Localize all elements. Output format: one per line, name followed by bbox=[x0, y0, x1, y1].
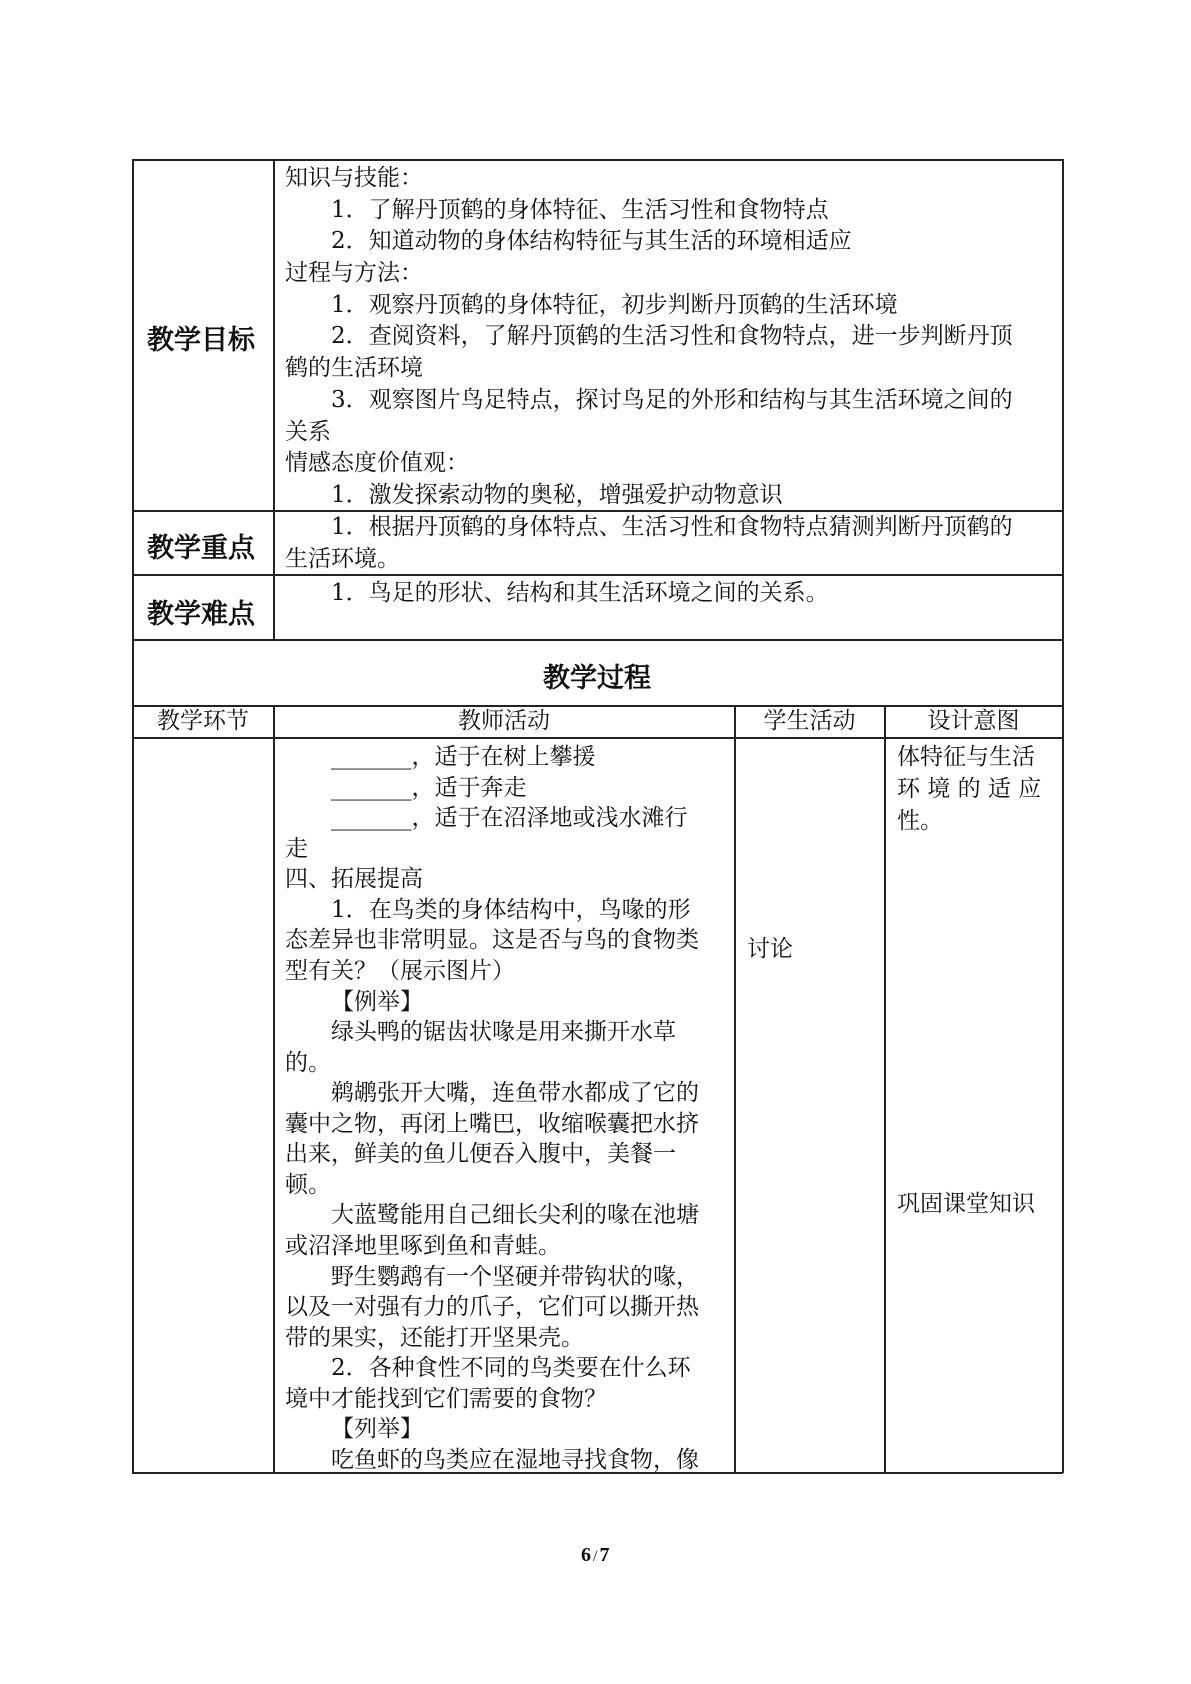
process-title: 教学过程 bbox=[543, 663, 651, 694]
design-intent-line: 体特征与生活 bbox=[897, 744, 1035, 770]
teacher-line: 境中才能找到它们需要的食物？ bbox=[285, 1386, 607, 1412]
teacher-line: 吃鱼虾的鸟类应在湿地寻找食物，像 bbox=[331, 1447, 699, 1473]
teacher-line: 的。 bbox=[285, 1050, 331, 1076]
teacher-line: _______，适于在树上攀援 bbox=[331, 744, 596, 770]
difficulties-label: 教学难点 bbox=[147, 599, 255, 630]
objectives-line: 知识与技能： bbox=[285, 165, 423, 191]
table-right-border bbox=[1062, 159, 1064, 1473]
teacher-line: 型有关？（展示图片） bbox=[285, 958, 515, 984]
row-divider-difficulties bbox=[132, 639, 1063, 641]
difficulties-line: 1．鸟足的形状、结构和其生活环境之间的关系。 bbox=[331, 580, 829, 606]
teacher-line: 【列举】 bbox=[331, 1416, 423, 1442]
teacher-line: 1．在鸟类的身体结构中，鸟喙的形 bbox=[331, 897, 691, 923]
design-intent-line: 环 境 的 适 应 bbox=[897, 776, 1042, 802]
teacher-line: 顿。 bbox=[285, 1172, 331, 1198]
teacher-line: _______，适于奔走 bbox=[331, 775, 527, 801]
objectives-line: 1．观察丹顶鹤的身体特征，初步判断丹顶鹤的生活环境 bbox=[331, 292, 898, 318]
objectives-line: 1．了解丹顶鹤的身体特征、生活习性和食物特点 bbox=[331, 197, 829, 223]
teacher-line: 出来，鲜美的鱼儿便吞入腹中，美餐一 bbox=[285, 1141, 676, 1167]
objectives-line: 鹤的生活环境 bbox=[285, 355, 423, 381]
design-intent-line: 性。 bbox=[897, 808, 943, 834]
teacher-line: 囊中之物，再闭上嘴巴，收缩喉囊把水挤 bbox=[285, 1111, 699, 1137]
teacher-line: 大蓝鹭能用自己细长尖利的喙在池塘 bbox=[331, 1202, 699, 1228]
objectives-line: 关系 bbox=[285, 419, 331, 445]
label-column-divider-top bbox=[273, 159, 275, 640]
teacher-line: 或沼泽地里啄到鱼和青蛙。 bbox=[285, 1233, 561, 1259]
key-points-line: 1．根据丹顶鹤的身体特点、生活习性和食物特点猜测判断丹顶鹤的 bbox=[331, 514, 1013, 540]
page-total: 7 bbox=[599, 1544, 610, 1566]
objectives-line: 情感态度价值观： bbox=[285, 450, 469, 476]
teacher-line: 以及一对强有力的爪子，它们可以撕开热 bbox=[285, 1294, 699, 1320]
row-divider-keypoints bbox=[132, 574, 1063, 576]
col-divider-3 bbox=[884, 705, 886, 1473]
header-teacher-activity: 教师活动 bbox=[458, 708, 550, 734]
page-number bbox=[581, 1544, 609, 1567]
header-student-activity: 学生活动 bbox=[763, 708, 856, 734]
table-top-border bbox=[132, 159, 1063, 161]
header-design-intent: 设计意图 bbox=[927, 708, 1020, 734]
header-stage: 教学环节 bbox=[157, 708, 249, 734]
objectives-line: 2．查阅资料，了解丹顶鹤的生活习性和食物特点，进一步判断丹顶 bbox=[331, 323, 1013, 349]
page-current: 6 bbox=[581, 1544, 591, 1566]
teacher-line: 态差异也非常明显。这是否与鸟的食物类 bbox=[285, 927, 699, 953]
teacher-line: _______，适于在沼泽地或浅水滩行 bbox=[331, 805, 688, 831]
row-divider-headers bbox=[132, 737, 1063, 739]
design-intent-line: 巩固课堂知识 bbox=[897, 1191, 1035, 1217]
objectives-line: 2．知道动物的身体结构特征与其生活的环境相适应 bbox=[331, 228, 852, 254]
teacher-line: 走 bbox=[285, 836, 308, 862]
student-activity-line: 讨论 bbox=[747, 936, 793, 962]
teacher-line: 带的果实，还能打开坚果壳。 bbox=[285, 1325, 584, 1351]
col-divider-2 bbox=[734, 705, 736, 1473]
col-divider-1 bbox=[273, 705, 275, 1473]
teacher-line: 四、拓展提高 bbox=[285, 866, 423, 892]
teacher-line: 绿头鸭的锯齿状喙是用来撕开水草 bbox=[331, 1019, 676, 1045]
key-points-label: 教学重点 bbox=[147, 533, 255, 564]
key-points-line: 生活环境。 bbox=[285, 546, 400, 572]
table-left-border bbox=[132, 159, 134, 1473]
teacher-line: 鹈鹕张开大嘴，连鱼带水都成了它的 bbox=[331, 1080, 699, 1106]
objectives-line: 1．激发探索动物的奥秘，增强爱护动物意识 bbox=[331, 482, 783, 508]
page-separator: / bbox=[593, 1548, 598, 1565]
objectives-line: 3．观察图片鸟足特点，探讨鸟足的外形和结构与其生活环境之间的 bbox=[331, 387, 1013, 413]
teacher-line: 【例举】 bbox=[331, 989, 423, 1015]
teacher-line: 野生鹦鹉有一个坚硬并带钩状的喙， bbox=[331, 1264, 699, 1290]
teacher-line: 2．各种食性不同的鸟类要在什么环 bbox=[331, 1355, 691, 1381]
objectives-label: 教学目标 bbox=[147, 325, 255, 356]
objectives-line: 过程与方法： bbox=[285, 260, 423, 286]
